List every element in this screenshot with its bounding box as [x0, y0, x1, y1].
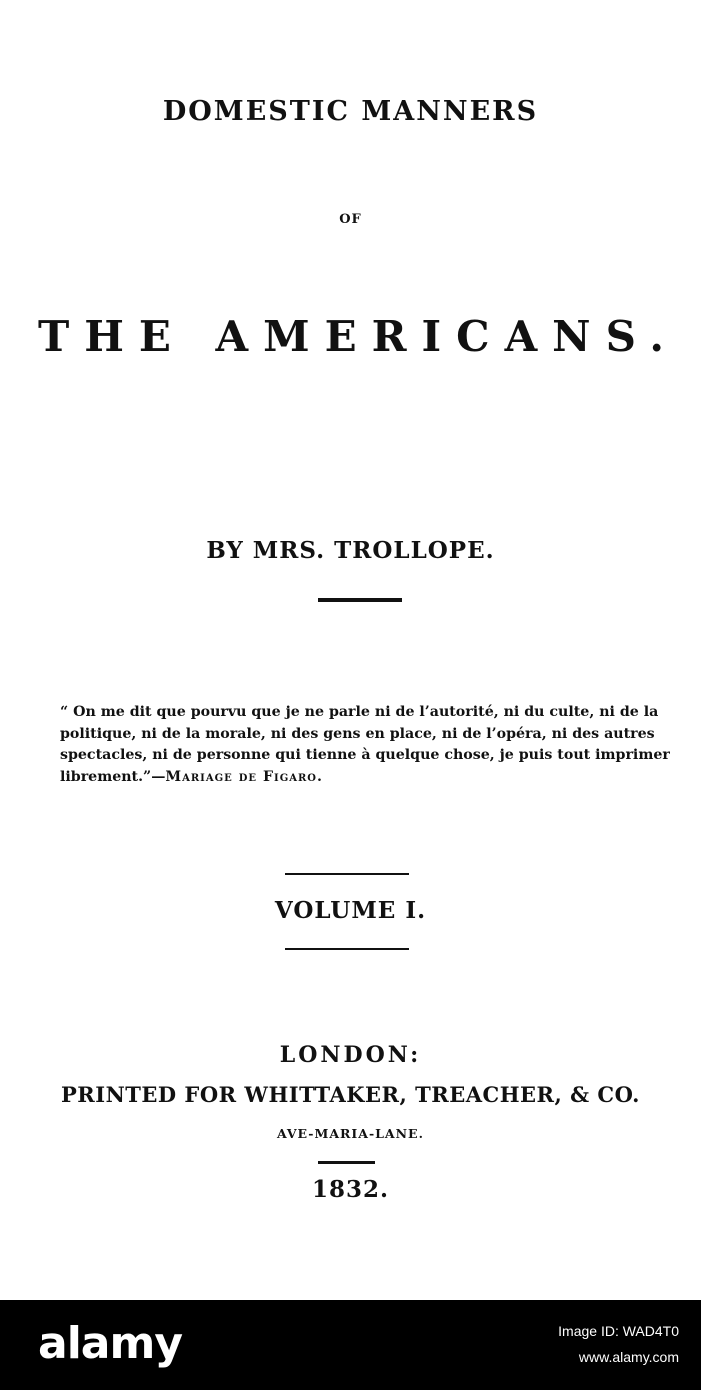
title-of: OF: [339, 212, 362, 227]
author-line: BY MRS. TROLLOPE.: [206, 537, 495, 564]
epigraph: [60, 702, 670, 788]
image-id: Image ID: WAD4T0: [558, 1323, 679, 1339]
epigraph-line: spectacles, ni de personne qui tienne à quelque chose, je puis tout imprimer: [60, 747, 670, 763]
author-rule: [318, 598, 402, 602]
title-line-2: THE AMERICANS.: [37, 312, 680, 361]
imprint-city: LONDON:: [279, 1042, 422, 1068]
volume-rule-top: [285, 873, 409, 875]
imprint-street: AVE-MARIA-LANE.: [277, 1126, 424, 1141]
epigraph-line: librement.”—: [60, 768, 166, 785]
alamy-logo: alamy: [38, 1318, 182, 1369]
title-line-1: DOMESTIC MANNERS: [162, 96, 539, 127]
epigraph-line: politique, ni de la morale, ni des gens en place, ni de l’opéra, ni des autres: [60, 725, 655, 742]
epigraph-line: “ On me dit que pourvu que je ne parle ni de l’autorité, ni du culte, ni de la: [60, 704, 659, 720]
year-rule: [318, 1161, 375, 1164]
imprint-year: 1832.: [311, 1176, 390, 1203]
epigraph-source: Mariage de Figaro.: [165, 768, 323, 785]
volume-rule-bottom: [285, 948, 409, 950]
imprint-printer: PRINTED FOR WHITTAKER, TREACHER, & CO.: [61, 1082, 640, 1107]
volume-label: VOLUME I.: [274, 897, 427, 924]
watermark-url: www.alamy.com: [578, 1349, 679, 1365]
epigraph-last-line: [60, 767, 640, 789]
